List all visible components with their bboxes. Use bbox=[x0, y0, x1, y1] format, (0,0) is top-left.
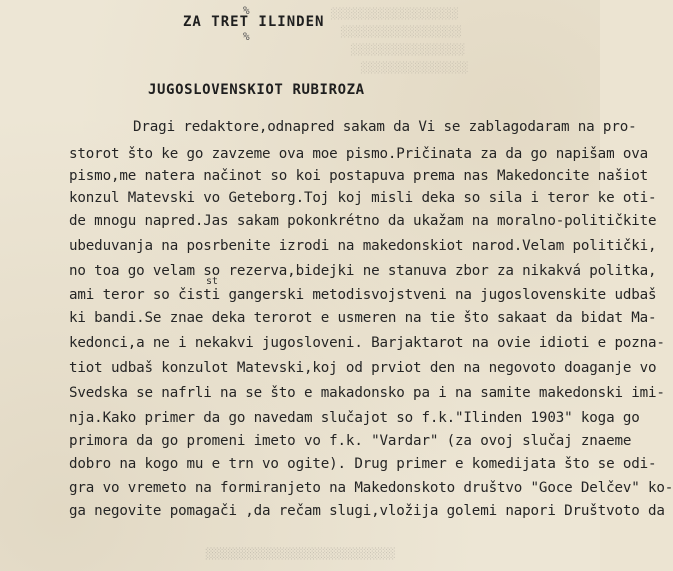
text-line: storot što ke go zavzeme ova moe pismo.Pričinata za da go napišam ova bbox=[69, 146, 649, 162]
show-through-text: ░░░░░░░░░░░░░░░░ bbox=[360, 62, 468, 74]
text-line: Dragi redaktore,odnapred sakam da Vi se zablagodaram na pro- bbox=[133, 119, 637, 135]
show-through-text: ░░░░░░░░░░░░░░░░░ bbox=[350, 44, 465, 56]
show-through-text: ░░░░░░░░░░░░░░░░░░ bbox=[340, 26, 461, 38]
text-line: Svedska se nafrli na se što e makadonsko pa i na samite makedonski imi- bbox=[69, 385, 665, 401]
text-line: nja.Kako primer da go navedam slučajot so f.k."Ilinden 1903" koga go bbox=[69, 410, 640, 426]
text-line: gra vo vremeto na formiranjeto na Makedonskoto društvo "Goce Delčev" ko- bbox=[69, 480, 673, 496]
document-subtitle: JUGOSLOVENSKIOT RUBIROZA bbox=[148, 82, 365, 98]
text-line: ubeduvanja na posrbenite izrodi na makedonskiot narod.Velam politički, bbox=[69, 238, 657, 254]
show-through-text: ░░░░░░░░░░░░░░░░░░░░░░░░░░░░░░ bbox=[205, 548, 395, 560]
handwritten-insertion: st bbox=[206, 276, 219, 287]
text-line: konzul Matevski vo Geteborg.Toj koj misli deka so sila i teror ke oti- bbox=[69, 190, 657, 206]
text-line: ga negovite pomagači ,da rečam slugi,vložija golemi napori Društvoto da bbox=[69, 503, 665, 519]
text-line: kedonci,a ne i nekakvi jugosloveni. Barjaktarot na ovie idioti e pozna- bbox=[69, 335, 665, 351]
text-line: de mnogu napred.Jas sakam pokonkrétno da ukažam na moralno-političkite bbox=[69, 213, 657, 229]
text-line: tiot udbaš konzulot Matevski,koj od prviot den na negovoto doaganje vo bbox=[69, 360, 657, 376]
show-through-text: ░░░░░░░░░░░░░░░░░░░ bbox=[330, 8, 458, 20]
text-line: dobro na kogo mu e trn vo ogite). Drug primer e komedijata što se odi- bbox=[69, 456, 657, 472]
handwritten-mark: % bbox=[243, 4, 250, 17]
document-title: ZA TRET ILINDEN bbox=[183, 14, 325, 30]
text-line: pismo,me natera načinot so koi postapuva prema nas Makedoncite našiot bbox=[69, 168, 649, 184]
handwritten-mark: % bbox=[243, 30, 250, 43]
text-line: ki bandi.Se znae deka terorot e usmeren na tie što sakaat da bidat Ma- bbox=[69, 310, 657, 326]
text-line: primora da go promeni imeto vo f.k. "Vardar" (za ovoj slučaj znaeme bbox=[69, 433, 632, 449]
text-line: ami teror so čisti gangerski metodisvojstveni na jugoslovenskite udbaš bbox=[69, 287, 657, 303]
text-line: no toa go velam so rezerva,bidejki ne stanuva zbor za nikakvá politka, bbox=[69, 263, 657, 279]
